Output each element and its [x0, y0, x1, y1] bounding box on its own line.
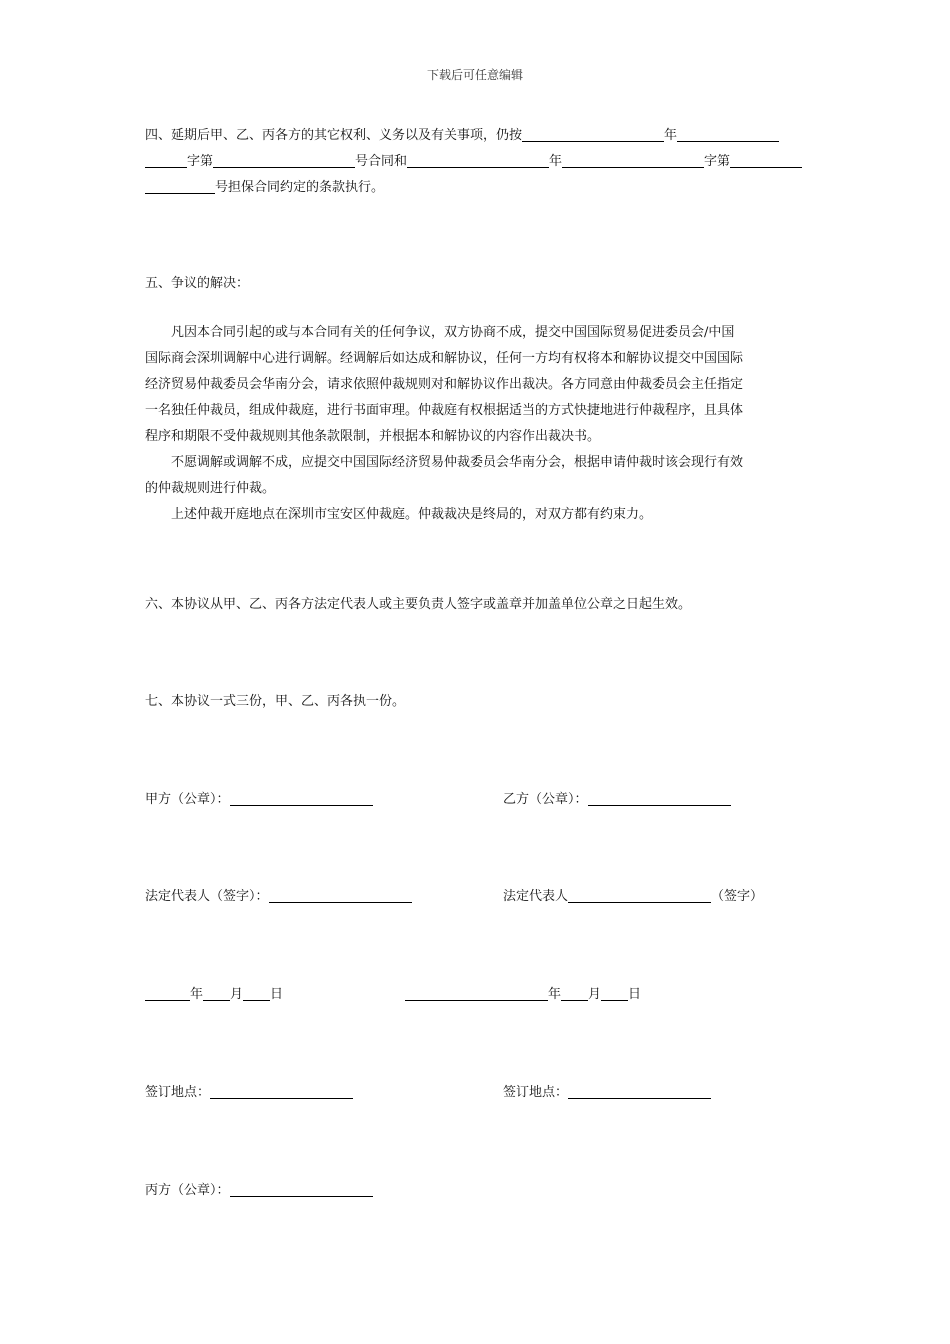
year-field[interactable]: [405, 986, 548, 1001]
party-a-seal-field[interactable]: [230, 791, 373, 806]
legal-rep-b-field[interactable]: [568, 888, 711, 903]
date-a-row: [145, 982, 283, 1008]
legal-rep-a-row: [145, 884, 412, 910]
day-field[interactable]: [243, 986, 270, 1001]
blank-field[interactable]: [562, 153, 704, 168]
legal-rep-b-row: [503, 884, 763, 910]
clause5-heading: 五、争议的解决：: [145, 276, 250, 291]
place-a-field[interactable]: [210, 1084, 353, 1099]
blank-field[interactable]: [407, 153, 549, 168]
clause4-line1: [145, 123, 779, 149]
place-a-label: 签订地点：: [145, 1085, 211, 1100]
party-b-seal-field[interactable]: [588, 791, 731, 806]
party-a-seal-label: 甲方（公章）：: [145, 792, 230, 807]
place-b-label: 签订地点：: [503, 1085, 569, 1100]
day-label: 日: [628, 987, 642, 1002]
blank-field[interactable]: [730, 153, 802, 168]
clause4-text-e: 年: [549, 154, 563, 169]
legal-rep-a-label: 法定代表人（签字）：: [145, 889, 269, 904]
party-b-seal-label: 乙方（公章）：: [503, 792, 588, 807]
blank-field[interactable]: [677, 127, 779, 142]
blank-field[interactable]: [213, 153, 355, 168]
party-a-seal-row: [145, 787, 373, 813]
clause5-line: 的仲裁规则进行仲裁。: [145, 481, 276, 496]
clause4-line2: [145, 149, 802, 175]
blank-field[interactable]: [522, 127, 664, 142]
clause5-line: 不愿调解或调解不成，应提交中国国际经济贸易仲裁委员会华南分会，根据申请仲裁时该会现行有效: [171, 455, 744, 470]
clause5-line: 经济贸易仲裁委员会华南分会，请求依照仲裁规则对和解协议作出裁决。各方同意由仲裁委员会主任指定: [145, 377, 744, 392]
party-c-seal-row: [145, 1178, 373, 1204]
clause4-text-a: 四、延期后甲、乙、丙各方的其它权利、义务以及有关事项，仍按: [145, 128, 523, 143]
party-b-seal-row: [503, 787, 731, 813]
place-b-field[interactable]: [568, 1084, 711, 1099]
clause5-line: 一名独任仲裁员，组成仲裁庭，进行书面审理。仲裁庭有权根据适当的方式快捷地进行仲裁程序，且具体: [145, 403, 744, 418]
clause4-text-g: 号担保合同约定的条款执行。: [215, 180, 385, 195]
year-label: 年: [190, 987, 204, 1002]
legal-rep-a-field[interactable]: [269, 888, 412, 903]
clause5-body: [145, 320, 820, 528]
legal-rep-b-label: 法定代表人: [503, 889, 569, 904]
month-label: 月: [588, 987, 602, 1002]
blank-field[interactable]: [145, 179, 215, 194]
date-b-row: [405, 982, 641, 1008]
clause4-line3: [145, 175, 384, 201]
year-field[interactable]: [145, 986, 190, 1001]
place-b-row: [503, 1080, 711, 1106]
clause5-line: 上述仲裁开庭地点在深圳市宝安区仲裁庭。仲裁裁决是终局的，对双方都有约束力。: [171, 507, 653, 522]
header-note: 下载后可任意编辑: [426, 68, 523, 82]
clause5-line: 凡因本合同引起的或与本合同有关的任何争议，双方协商不成，提交中国国际贸易促进委员会/中国: [171, 325, 735, 340]
month-field[interactable]: [203, 986, 230, 1001]
clause4-text-c: 字第: [187, 154, 214, 169]
clause4-text-b: 年: [664, 128, 678, 143]
legal-rep-b-sign-label: （签字）: [711, 889, 764, 904]
month-label: 月: [230, 987, 244, 1002]
clause5-line: 程序和期限不受仲裁规则其他条款限制，并根据本和解协议的内容作出裁决书。: [145, 429, 601, 444]
clause4-text-d: 号合同和: [355, 154, 408, 169]
place-a-row: [145, 1080, 353, 1106]
clause7-text: 七、本协议一式三份，甲、乙、丙各执一份。: [145, 694, 406, 709]
blank-field[interactable]: [145, 153, 187, 168]
clause6-text: 六、本协议从甲、乙、丙各方法定代表人或主要负责人签字或盖章并加盖单位公章之日起生效。: [145, 597, 692, 612]
day-field[interactable]: [601, 986, 628, 1001]
year-label: 年: [548, 987, 562, 1002]
party-c-seal-field[interactable]: [230, 1182, 373, 1197]
clause4-text-f: 字第: [704, 154, 731, 169]
party-c-seal-label: 丙方（公章）：: [145, 1183, 230, 1198]
clause5-line: 国际商会深圳调解中心进行调解。经调解后如达成和解协议，任何一方均有权将本和解协议提交中国国际: [145, 351, 744, 366]
day-label: 日: [270, 987, 284, 1002]
month-field[interactable]: [561, 986, 588, 1001]
